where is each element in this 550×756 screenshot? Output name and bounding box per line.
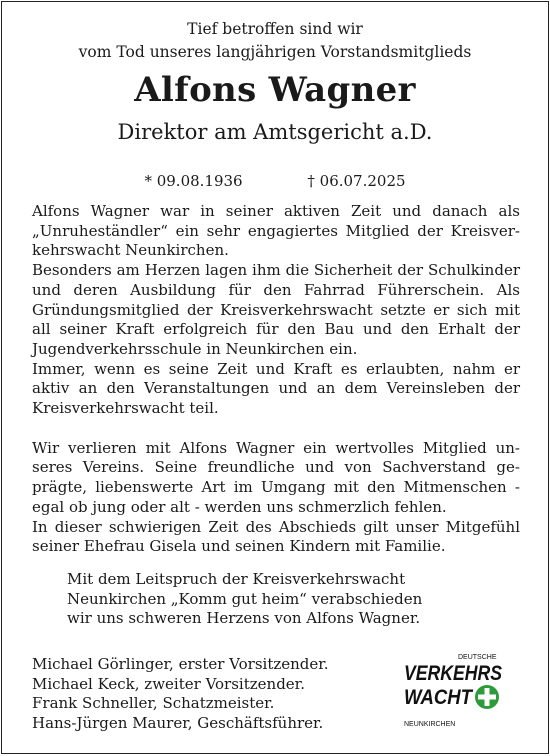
signer: Michael Görlinger, erster Vorsitzender.: [32, 655, 329, 673]
logo-line-1: VERKEHRS: [404, 662, 502, 685]
intro-line-1: Tief betroffen sind wir: [187, 20, 363, 38]
paragraph: Besonders am Herzen lagen ihm die Sicherheit der Schulkinder und deren Ausbildung für den Fahrrad Führerschein. Als Gründungsmitglied der Kreisverkehrswacht setzte er sich mit all seiner Kraft erfolgreich für den Bau und den Erhalt der Jugendverkehrsschule in Neunkirchen ein.: [32, 261, 520, 358]
intro-text: [2, 18, 548, 64]
motto-line-3: wir uns schweren Herzens von Alfons Wagner.: [67, 609, 421, 627]
motto-text: [67, 570, 455, 629]
signer: Hans-Jürgen Maurer, Geschäftsführer.: [32, 713, 324, 732]
paragraph: Immer, wenn es seine Zeit und Kraft es erlaubten, nahm er aktiv an den Veranstaltungen und an dem Vereinsleben der Kreisverkehrswacht teil.: [32, 359, 520, 418]
life-dates: [2, 172, 548, 190]
paragraph: Wir verlieren mit Alfons Wagner ein wertvolles Mitglied unseres Vereins. Seine freundliche und von Sachverstand geprägte, liebenswerte Art im Umgang mit den Mitmenschen - egal ob jung oder alt - werden uns schmerzlich fehlen.: [32, 438, 520, 516]
logo-bottom-text: NEUNKIRCHEN: [404, 721, 456, 728]
logo-line-2: WACHT: [404, 686, 474, 709]
obituary-body: [32, 202, 520, 557]
death-date: † 06.07.2025: [307, 172, 406, 190]
obituary-notice: [1, 1, 549, 754]
motto-line-1: Mit dem Leitspruch der Kreisverkehrswacht: [67, 570, 406, 588]
paragraph-gap: [32, 419, 520, 439]
deceased-name: Alfons Wagner: [134, 70, 416, 110]
intro-line-2: vom Tod unseres langjährigen Vorstandsmitglieds: [78, 43, 472, 61]
birth-date: * 09.08.1936: [144, 172, 243, 190]
logo-top-text: DEUTSCHE: [458, 654, 497, 661]
deceased-title: Direktor am Amtsgericht a.D.: [117, 120, 433, 144]
signers-list: [32, 655, 329, 733]
paragraph: In dieser schwierigen Zeit des Abschieds gilt unser Mitgefühl seiner Ehefrau Gisela und seinen Kindern mit Familie.: [32, 517, 520, 556]
motto-line-2: Neunkirchen „Komm gut heim“ verabschieden: [67, 589, 423, 608]
verkehrswacht-logo: [402, 650, 506, 732]
green-cross-icon: [475, 685, 499, 709]
signer: Frank Schneller, Schatzmeister.: [32, 694, 275, 712]
paragraph: Alfons Wagner war in seiner aktiven Zeit und danach als „Unruheständler“ ein sehr engagiertes Mitglied der Kreisverkehrswacht Neunkirchen.: [32, 202, 520, 260]
signer: Michael Keck, zweiter Vorsitzender.: [32, 674, 305, 693]
